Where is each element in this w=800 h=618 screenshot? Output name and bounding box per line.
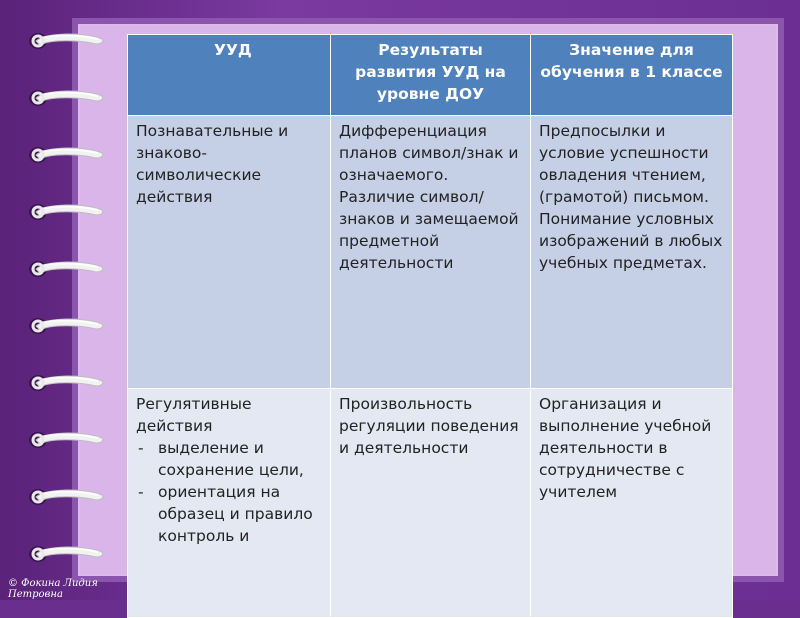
row2-uud-list [136, 437, 322, 547]
table-row [128, 389, 733, 618]
copyright-watermark: © Фокина Лидия Петровна [8, 578, 98, 600]
spiral-ring-icon [26, 372, 106, 394]
row1-results-cell: Дифференциация планов символ/знак и означаемого. Различие символ/знаков и замещаемой предметной деятельности [331, 116, 531, 389]
row2-significance-cell: Организация и выполнение учебной деятельности в сотрудничестве с учителем [531, 389, 733, 618]
row2-uud-text: Регулятивные действия [136, 395, 252, 435]
spiral-ring-icon [26, 315, 106, 337]
row1-uud-text: Познавательные и знаково-символические действия [136, 122, 289, 206]
table-row [128, 116, 733, 389]
row1-uud-cell [128, 116, 331, 389]
spiral-ring-icon [26, 30, 106, 52]
row2-uud-cell [128, 389, 331, 618]
spiral-ring-icon [26, 87, 106, 109]
header-significance: Значение для обучения в 1 классе [531, 35, 733, 116]
spiral-ring-icon [26, 258, 106, 280]
row1-significance-cell: Предпосылки и условие успешности овладения чтением, (грамотой) письмом. Понимание условных изображений в любых учебных предметах. [531, 116, 733, 389]
list-item: - ориентация на образец и правило контроль и [136, 481, 322, 547]
table-header-row [128, 35, 733, 116]
list-item: - выделение и сохранение цели, [136, 437, 322, 481]
uud-table [127, 34, 733, 618]
spiral-ring-icon [26, 144, 106, 166]
spiral-ring-icon [26, 429, 106, 451]
spiral-ring-icon [26, 543, 106, 565]
spiral-ring-icon [26, 201, 106, 223]
row2-results-cell: Произвольность регуляции поведения и деятельности [331, 389, 531, 618]
header-uud: УУД [128, 35, 331, 116]
spiral-ring-icon [26, 486, 106, 508]
header-results: Результаты развития УУД на уровне ДОУ [331, 35, 531, 116]
